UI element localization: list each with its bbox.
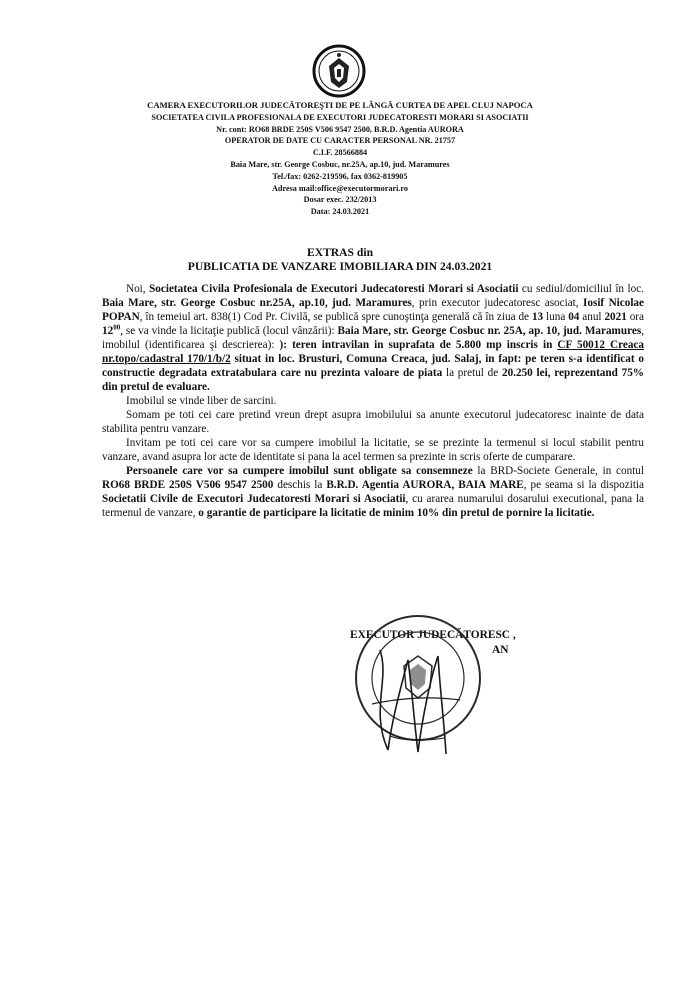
text-run-bold: Persoanele care vor sa cumpere imobilul sunt obligate sa consemneze bbox=[126, 465, 473, 477]
text-run-bold: ): teren intravilan in suprafata de 5.800 mp inscris in bbox=[279, 339, 558, 351]
text-run: deschis la bbox=[273, 479, 327, 491]
letterhead bbox=[40, 100, 640, 218]
text-run: cu sediul/domiciliul în loc. bbox=[518, 283, 644, 295]
document-title bbox=[40, 246, 640, 274]
text-run: , în temeiul art. 838(1) Cod Pr. Civilă, se publică spre cunoştinţa generală că în ziua de bbox=[139, 311, 532, 323]
paragraph-summons: Somam pe toti cei care pretind vreun drept asupra imobilului sa anunte executorul judecatoresc inainte de data stabilita pentru vanzare. bbox=[102, 409, 644, 435]
text-run-bold: RO68 BRDE 250S V506 9547 2500 bbox=[102, 479, 274, 491]
case-number: Dosar exec. 232/2013 bbox=[303, 195, 377, 205]
paragraph-announcement bbox=[102, 282, 644, 394]
email-address: Adresa mail:office@executormorari.ro bbox=[272, 183, 408, 193]
phone-fax: Tel./fax: 0262-219596, fax 0362-819905 bbox=[272, 171, 408, 181]
text-run-bold: 20.250 lei, reprezentand 75% din pretul de evaluare. bbox=[102, 367, 644, 393]
text-run: , se va vinde la licitaţie publică (locul vânzării): bbox=[120, 325, 338, 337]
tax-id: C.I.F. 28566884 bbox=[312, 148, 368, 158]
text-run-bold: Baia Mare, str. George Cosbuc nr. 25A, ap. 10, jud. Maramures bbox=[337, 325, 642, 337]
text-run: la BRD-Societe Generale, in contul bbox=[472, 465, 645, 477]
company-name: SOCIETATEA CIVILA PROFESIONALA DE EXECUTORI JUDECATORESTI MORARI SI ASOCIATII bbox=[151, 112, 529, 122]
text-run: , prin executor judecatoresc asociat, bbox=[411, 297, 584, 309]
document-date: Data: 24.03.2021 bbox=[310, 207, 370, 217]
signature-name: AN bbox=[492, 644, 509, 656]
text-run: la pretul de bbox=[442, 367, 502, 379]
text-run-bold: o garantie de participare la licitatie de minim 10% din pretul de pornire la licitatie. bbox=[198, 507, 595, 519]
text-run: ora bbox=[626, 311, 644, 323]
text-run-bold: Societatii Civile de Executori Judecatoresti Morari si Asociatii bbox=[102, 493, 406, 505]
title-line-1: EXTRAS din bbox=[306, 246, 374, 259]
paragraph-free-of-charges: Imobilul se vinde liber de sarcini. bbox=[126, 395, 277, 407]
text-run-bold: 13 bbox=[531, 311, 544, 323]
chamber-name: CAMERA EXECUTORILOR JUDECĂTOREŞTI DE PE LÂNGĂ CURTEA DE APEL CLUJ NAPOCA bbox=[147, 100, 533, 110]
text-run-bold: 04 bbox=[568, 311, 580, 323]
text-run-bold: Societatea Civila Profesionala de Executori Judecatoresti Morari si Asociatii bbox=[149, 283, 519, 295]
bank-account: Nr. cont: RO68 BRDE 250S V506 9547 2500, B.R.D. Agentia AURORA bbox=[216, 124, 464, 134]
text-run-bold: situat in loc. Brusturi, Comuna Creaca, jud. Salaj, in fapt: pe teren s-a identificat o constructie degradata extratabulara care nu prezinta valoare de piata bbox=[102, 353, 645, 379]
text-run-bold: 2021 bbox=[604, 311, 627, 323]
coat-of-arms-icon bbox=[312, 44, 366, 98]
text-run-bold: B.R.D. Agentia AURORA, BAIA MARE bbox=[326, 479, 524, 491]
land-registry-ref: CF 50012 Creaca nr.topo/cadastral 170/1/b/2 bbox=[102, 339, 644, 365]
address: Baia Mare, str. George Cosbuc, nr.25A, ap.10, jud. Maramures bbox=[230, 159, 450, 169]
text-run: luna bbox=[543, 311, 569, 323]
signature-title: EXECUTOR JUDECĂTORESC , bbox=[350, 629, 516, 641]
text-run-bold: 12 bbox=[102, 325, 114, 337]
text-run: anul bbox=[579, 311, 605, 323]
document-body bbox=[102, 282, 644, 520]
text-run-bold: Baia Mare, str. George Cosbuc nr.25A, ap.10, jud. Maramures bbox=[102, 297, 412, 309]
data-operator: OPERATOR DE DATE CU CARACTER PERSONAL NR. 21757 bbox=[224, 136, 456, 146]
text-run: , pe seama si la dispozitia bbox=[523, 479, 644, 491]
text-run-bold: Iosif Nicolae POPAN bbox=[102, 297, 644, 323]
handwritten-signature-icon bbox=[360, 640, 470, 760]
title-line-2: PUBLICATIA DE VANZARE IMOBILIARA DIN 24.03.2021 bbox=[187, 260, 493, 273]
text-run: , cu ararea numarului dosarului executional, pana la termenul de vanzare, bbox=[102, 493, 644, 519]
text-run-bold: 00 bbox=[113, 323, 121, 332]
paragraph-guarantee bbox=[102, 464, 644, 520]
paragraph-invitation: Invitam pe toti cei care vor sa cumpere imobilul la licitatie, se se prezinte la termenul si locul stabilit pentru vanzare, avand asupra lor acte de identitate si pana la acel termen sa prezinte in scris oferte de cumparare. bbox=[102, 437, 644, 463]
text-run: Noi, bbox=[126, 283, 150, 295]
text-run: , imobilul (identificarea şi descrierea): bbox=[102, 325, 644, 351]
